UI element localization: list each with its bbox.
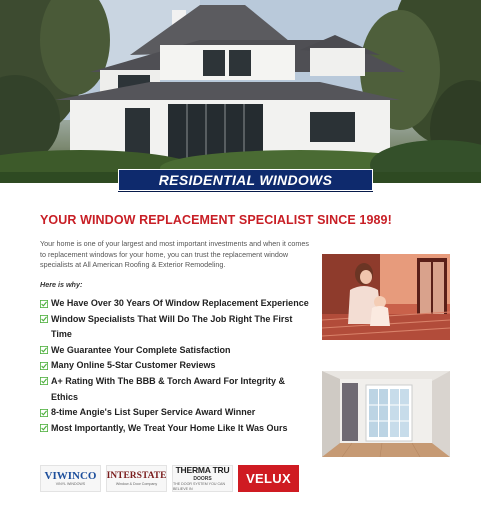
hero-image	[0, 0, 481, 183]
feature-text: Window Specialists That Will Do The Job Right The First Time	[51, 313, 293, 340]
list-item	[40, 296, 310, 312]
viwinco-logo	[40, 465, 101, 492]
velux-logo	[238, 465, 299, 492]
feature-text: 8-time Angie's List Super Service Award Winner	[51, 407, 256, 418]
list-item	[40, 421, 310, 437]
checkbox-check-icon	[40, 346, 48, 354]
checkbox-check-icon	[40, 300, 48, 308]
therma-tru-logo-tagline: DOORS	[193, 476, 212, 482]
banner-title: RESIDENTIAL WINDOWS	[158, 172, 333, 188]
checkbox-check-icon	[40, 377, 48, 385]
list-item	[40, 343, 310, 359]
page-headline: YOUR WINDOW REPLACEMENT SPECIALIST SINCE 1989!	[40, 213, 392, 227]
partner-logos	[40, 465, 299, 492]
feature-text: Many Online 5-Star Customer Reviews	[51, 360, 216, 371]
checkbox-check-icon	[40, 424, 48, 432]
feature-text: Most Importantly, We Treat Your Home Like It Was Ours	[51, 422, 288, 433]
list-item	[40, 405, 310, 421]
room-french-doors-photo	[322, 371, 450, 457]
here-is-why-label: Here is why:	[40, 280, 83, 289]
viwinco-logo-tagline: VINYL WINDOWS	[55, 481, 86, 486]
velux-logo-name: VELUX	[246, 471, 291, 486]
interstate-logo	[106, 465, 167, 492]
feature-text: A+ Rating With The BBB & Torch Award For Integrity & Ethics	[51, 375, 286, 402]
checkbox-check-icon	[40, 362, 48, 370]
section-banner	[118, 169, 373, 191]
therma-tru-logo-name: THERMA TRU	[175, 465, 230, 475]
checkbox-check-icon	[40, 409, 48, 417]
checkbox-check-icon	[40, 315, 48, 323]
interstate-logo-name: INTERSTATE	[106, 470, 167, 481]
list-item	[40, 312, 310, 343]
intro-paragraph: Your home is one of your largest and most important investments and when it comes to replacement windows for your home, you can trust the replacement window specialists at All American Roofing & Exterior Remodeling.	[40, 239, 310, 270]
therma-tru-logo-slogan: THE DOOR SYSTEM YOU CAN BELIEVE IN	[173, 482, 226, 491]
list-item	[40, 358, 310, 374]
viwinco-logo-name: VIWINCO	[44, 469, 97, 482]
house-illustration	[0, 0, 481, 183]
interstate-logo-tagline: Window & Door Company	[115, 481, 158, 486]
feature-list	[40, 296, 310, 436]
therma-tru-logo	[172, 465, 233, 492]
feature-text: We Guarantee Your Complete Satisfaction	[51, 344, 231, 355]
list-item	[40, 374, 310, 405]
feature-text: We Have Over 30 Years Of Window Replacement Experience	[51, 298, 309, 308]
family-window-photo	[322, 254, 450, 340]
